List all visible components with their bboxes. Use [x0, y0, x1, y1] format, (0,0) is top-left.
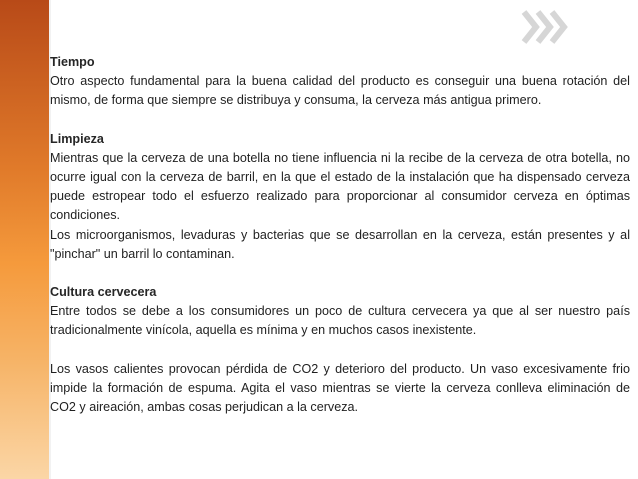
section-limpieza: [50, 130, 630, 264]
section-heading: Cultura cervecera: [50, 285, 157, 300]
slide-body: [50, 53, 630, 417]
double-chevron-right-icon: [520, 8, 570, 46]
sidebar-accent-bar: [0, 0, 49, 479]
section-heading: Limpieza: [50, 131, 104, 146]
section-tiempo: [50, 53, 630, 111]
section-heading: Tiempo: [50, 55, 95, 69]
section-paragraph: Los microorganismos, levaduras y bacterias que se desarrollan en la cerveza, están presentes y al "pinchar" un barril lo contaminan.: [50, 227, 630, 261]
section-paragraph: Otro aspecto fundamental para la buena calidad del producto es conseguir una buena rotación del mismo, de forma que siempre se distribuya y consuma, la cerveza más antigua primero.: [50, 74, 630, 108]
section-cultura-cervecera: [50, 283, 630, 417]
section-paragraph: Mientras que la cerveza de una botella no tiene influencia ni la recibe de la cerveza de otra botella, no ocurre igual con la cerveza de barril, en la que el estado de la instalación que ha dispensado cerveza puede estropear todo el esfuerzo realizado para proporcionar al consumidor cerveza en óptimas condiciones.: [50, 150, 630, 223]
section-paragraph: Entre todos se debe a los consumidores un poco de cultura cervecera ya que al ser nuestro país tradicionalmente vinícola, aquella es mínima y en muchos casos inexistente.: [50, 304, 630, 338]
section-paragraph: Los vasos calientes provocan pérdida de CO2 y deterioro del producto. Un vaso excesivamente frio impide la formación de espuma. Agita el vaso mientras se vierte la cerveza conlleva eliminación de CO2 y aireación, ambas cosas perjudican a la cerveza.: [50, 361, 630, 415]
